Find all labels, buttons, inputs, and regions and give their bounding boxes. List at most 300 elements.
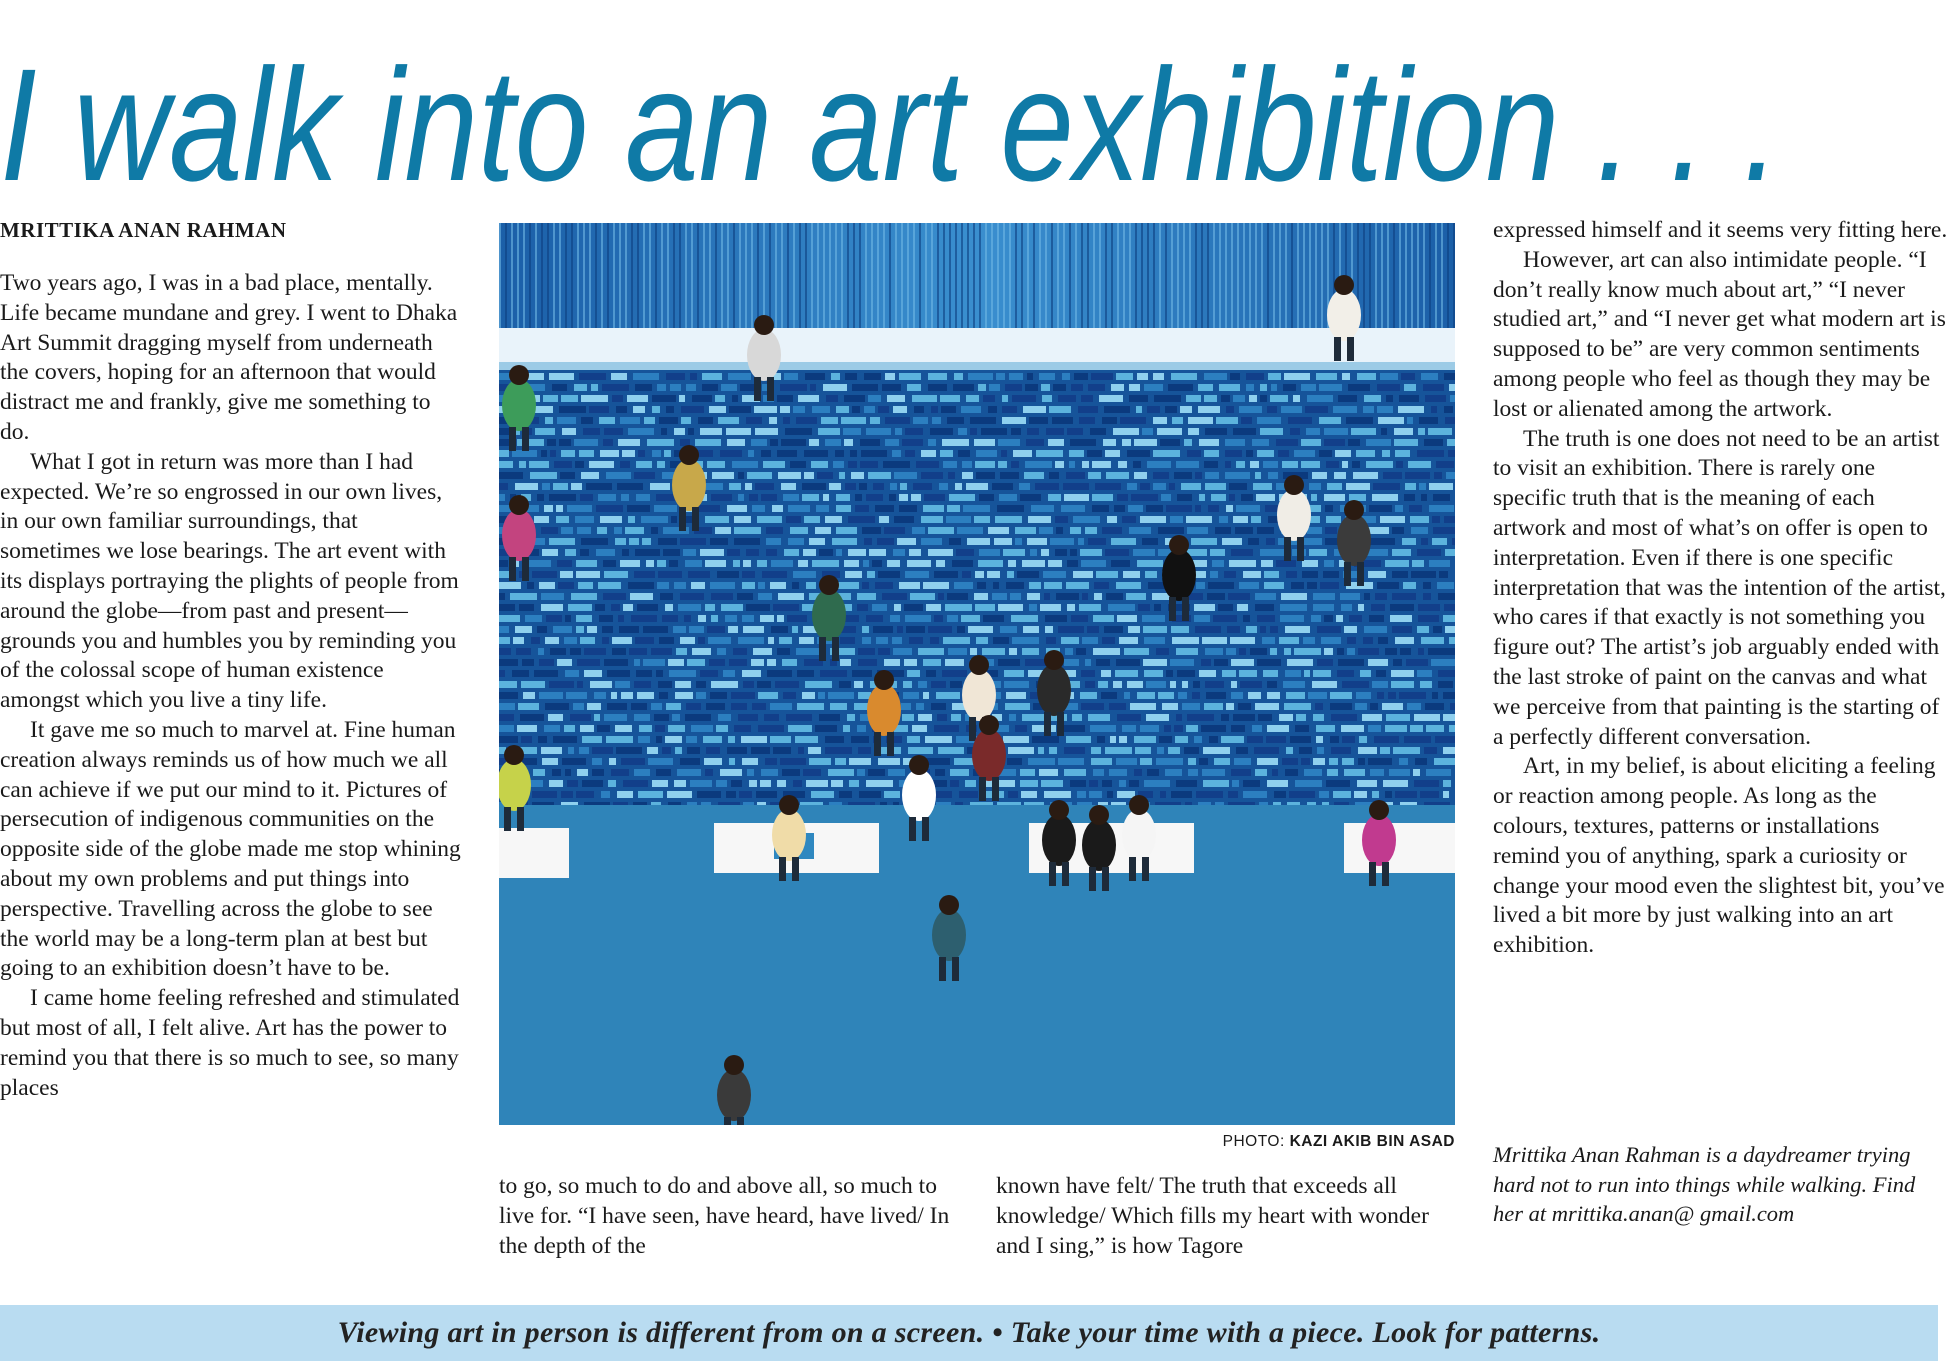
carpet-mark — [1035, 483, 1059, 490]
carpet-mark — [1231, 681, 1237, 688]
carpet-mark — [1087, 450, 1102, 457]
carpet-mark — [1070, 439, 1096, 446]
carpet-mark — [1184, 439, 1192, 446]
carpet-mark — [1257, 758, 1278, 765]
carpet-mark — [1215, 527, 1231, 534]
carpet-mark — [718, 417, 739, 424]
carpet-mark — [975, 461, 995, 468]
carpet-mark — [1255, 604, 1274, 611]
curtain-strand — [1237, 223, 1239, 328]
curtain-strand — [1195, 223, 1197, 328]
carpet-mark — [1271, 384, 1277, 391]
carpet-mark — [957, 626, 965, 633]
carpet-mark — [637, 604, 658, 611]
carpet-mark — [1019, 483, 1030, 490]
visitor-body — [1337, 514, 1371, 566]
carpet-mark — [661, 428, 667, 435]
carpet-mark — [887, 560, 900, 567]
carpet-mark — [741, 736, 767, 743]
carpet-mark — [1049, 747, 1057, 754]
carpet-mark — [930, 428, 953, 435]
carpet-mark — [1294, 450, 1315, 457]
carpet-mark — [1449, 384, 1455, 391]
carpet-mark — [1145, 571, 1157, 578]
carpet-mark — [1327, 769, 1338, 776]
carpet-mark — [720, 450, 742, 457]
curtain-strand — [523, 223, 525, 328]
carpet-mark — [788, 725, 812, 732]
carpet-mark — [1126, 593, 1146, 600]
carpet-mark — [843, 428, 861, 435]
paragraph: I came home feeling refreshed and stimulated but most of all, I felt alive. Art has the power to remind you that there is so much to see, so many places — [0, 985, 460, 1101]
carpet-mark — [1348, 439, 1360, 446]
carpet-mark — [688, 571, 710, 578]
carpet-mark — [607, 670, 630, 677]
carpet-mark — [1062, 373, 1070, 380]
carpet-mark — [726, 428, 751, 435]
carpet-mark — [1359, 736, 1367, 743]
carpet-mark — [1012, 637, 1039, 644]
carpet-mark — [564, 637, 577, 644]
carpet-mark — [840, 659, 851, 666]
curtain-strand — [811, 223, 813, 328]
carpet-mark — [928, 626, 952, 633]
carpet-mark — [1146, 505, 1163, 512]
curtain-strand — [1219, 223, 1221, 328]
carpet-mark — [833, 461, 844, 468]
carpet-mark — [603, 560, 616, 567]
carpet-mark — [1003, 549, 1025, 556]
curtain-strand — [1165, 223, 1167, 328]
carpet-mark — [600, 516, 622, 523]
curtain-strand — [643, 223, 645, 328]
carpet-mark — [1264, 582, 1284, 589]
carpet-mark — [1094, 582, 1109, 589]
visitor-leg — [819, 637, 826, 661]
carpet-mark — [575, 516, 594, 523]
carpet-mark — [921, 516, 943, 523]
carpet-mark — [778, 593, 804, 600]
carpet-mark — [767, 659, 776, 666]
carpet-mark — [580, 494, 593, 501]
carpet-mark — [1107, 791, 1113, 798]
carpet-mark — [1445, 626, 1455, 633]
visitor-body — [1362, 814, 1396, 866]
carpet-mark — [662, 615, 678, 622]
carpet-mark — [1390, 604, 1414, 611]
curtain-strand — [919, 223, 921, 328]
carpet-mark — [1025, 659, 1046, 666]
carpet-mark — [1243, 571, 1261, 578]
carpet-mark — [914, 406, 924, 413]
carpet-mark — [1180, 406, 1192, 413]
carpet-mark — [577, 527, 591, 534]
visitor-leg — [1129, 857, 1136, 881]
carpet-mark — [862, 527, 881, 534]
carpet-mark — [522, 659, 534, 666]
carpet-mark — [1087, 626, 1099, 633]
carpet-mark — [641, 516, 668, 523]
carpet-mark — [734, 538, 760, 545]
carpet-mark — [720, 769, 742, 776]
carpet-mark — [1196, 582, 1205, 589]
carpet-mark — [1031, 505, 1054, 512]
carpet-mark — [848, 549, 866, 556]
visitor-leg — [522, 427, 529, 451]
carpet-mark — [656, 769, 671, 776]
carpet-mark — [945, 659, 964, 666]
carpet-mark — [882, 384, 901, 391]
carpet-mark — [1380, 747, 1390, 754]
carpet-mark — [907, 560, 931, 567]
carpet-mark — [1199, 670, 1216, 677]
carpet-mark — [1154, 604, 1161, 611]
carpet-mark — [1257, 417, 1281, 424]
carpet-mark — [577, 769, 588, 776]
visitor-body — [972, 729, 1006, 781]
curtain-strand — [1117, 223, 1119, 328]
carpet-mark — [687, 747, 700, 754]
carpet-mark — [931, 703, 946, 710]
carpet-mark — [797, 670, 814, 677]
carpet-mark — [1428, 428, 1452, 435]
curtain-strand — [781, 223, 783, 328]
carpet-mark — [728, 373, 751, 380]
carpet-mark — [855, 505, 869, 512]
carpet-mark — [1048, 494, 1061, 501]
carpet-mark — [849, 758, 871, 765]
carpet-mark — [1429, 505, 1454, 512]
carpet-mark — [936, 791, 952, 798]
carpet-mark — [678, 604, 701, 611]
carpet-mark — [1363, 406, 1374, 413]
visitor-head — [1169, 535, 1189, 555]
carpet-mark — [1281, 406, 1302, 413]
carpet-mark — [580, 637, 595, 644]
carpet-mark — [1241, 494, 1253, 501]
carpet-mark — [1438, 670, 1455, 677]
curtain-strand — [787, 223, 789, 328]
carpet-mark — [754, 406, 777, 413]
carpet-mark — [686, 384, 696, 391]
visitor-leg — [1169, 597, 1176, 621]
carpet-mark — [1342, 736, 1355, 743]
carpet-mark — [1072, 714, 1082, 721]
carpet-mark — [734, 725, 751, 732]
carpet-mark — [561, 527, 573, 534]
carpet-mark — [1219, 384, 1240, 391]
carpet-mark — [1405, 472, 1430, 479]
carpet-mark — [550, 450, 556, 457]
carpet-mark — [1221, 395, 1230, 402]
carpet-mark — [1246, 626, 1257, 633]
visitor-body — [1042, 814, 1076, 866]
carpet-mark — [852, 670, 872, 677]
article-column-1 — [0, 269, 462, 1103]
carpet-mark — [1011, 615, 1038, 622]
carpet-mark — [942, 439, 969, 446]
carpet-mark — [959, 791, 978, 798]
curtain-strand — [685, 223, 687, 328]
curtain-strand — [1297, 223, 1299, 328]
carpet-mark — [1279, 637, 1299, 644]
carpet-mark — [607, 703, 627, 710]
carpet-mark — [1011, 428, 1021, 435]
curtain-strand — [889, 223, 891, 328]
carpet-mark — [1043, 571, 1066, 578]
carpet-mark — [1201, 659, 1211, 666]
carpet-mark — [788, 538, 804, 545]
carpet-mark — [558, 582, 574, 589]
carpet-mark — [1418, 648, 1424, 655]
carpet-mark — [840, 637, 855, 644]
carpet-mark — [577, 681, 583, 688]
carpet-mark — [883, 461, 910, 468]
carpet-mark — [669, 670, 696, 677]
carpet-mark — [1008, 560, 1016, 567]
carpet-mark — [499, 648, 511, 655]
carpet-mark — [903, 681, 912, 688]
carpet-mark — [1255, 593, 1276, 600]
carpet-mark — [1160, 791, 1166, 798]
carpet-mark — [1066, 736, 1091, 743]
carpet-mark — [1417, 670, 1432, 677]
carpet-mark — [655, 725, 665, 732]
carpet-mark — [1137, 560, 1163, 567]
carpet-mark — [499, 725, 514, 732]
carpet-mark — [1419, 417, 1438, 424]
carpet-mark — [1058, 626, 1084, 633]
paragraph: to go, so much to do and above all, so much to live for. “I have seen, have heard, have lived/ In the depth of the — [499, 1173, 950, 1259]
visitor-leg — [1044, 712, 1051, 736]
carpet-mark — [550, 648, 566, 655]
carpet-mark — [630, 593, 653, 600]
curtain-strand — [745, 223, 747, 328]
carpet-mark — [1234, 758, 1251, 765]
carpet-mark — [1196, 791, 1223, 798]
carpet-mark — [746, 417, 762, 424]
carpet-mark — [1123, 571, 1140, 578]
carpet-mark — [1305, 406, 1328, 413]
carpet-mark — [796, 648, 823, 655]
carpet-mark — [499, 461, 513, 468]
carpet-mark — [668, 659, 684, 666]
carpet-mark — [806, 780, 828, 787]
carpet-mark — [552, 769, 561, 776]
carpet-mark — [499, 494, 505, 501]
carpet-mark — [561, 450, 575, 457]
paragraph: Art, in my belief, is about eliciting a feeling or reaction among people. As long as the colours, textures, patterns or installations remind you of anything, spark a curiosity or change your mood even the slightest bit, you’ve lived a bit more by just walking into an art exhibition. — [1493, 753, 1945, 959]
carpet-mark — [1101, 692, 1117, 699]
curtain-strand — [547, 223, 549, 328]
carpet-mark — [902, 439, 923, 446]
carpet-mark — [1231, 549, 1253, 556]
carpet-mark — [1142, 428, 1153, 435]
carpet-mark — [670, 384, 681, 391]
carpet-mark — [666, 373, 685, 380]
carpet-mark — [1114, 505, 1125, 512]
carpet-mark — [1228, 791, 1238, 798]
carpet-mark — [612, 637, 632, 644]
carpet-mark — [532, 571, 557, 578]
carpet-mark — [958, 450, 970, 457]
carpet-mark — [1148, 582, 1165, 589]
curtain-strand — [607, 223, 609, 328]
visitor-head — [1344, 500, 1364, 520]
carpet-mark — [710, 582, 735, 589]
carpet-mark — [672, 714, 680, 721]
carpet-mark — [1358, 758, 1365, 765]
carpet-mark — [1349, 494, 1366, 501]
carpet-mark — [897, 538, 916, 545]
carpet-mark — [817, 472, 833, 479]
carpet-mark — [894, 604, 901, 611]
carpet-mark — [890, 615, 900, 622]
carpet-mark — [731, 692, 755, 699]
carpet-mark — [928, 439, 936, 446]
carpet-mark — [1429, 483, 1453, 490]
carpet-mark — [631, 615, 657, 622]
carpet-mark — [993, 637, 1009, 644]
carpet-mark — [622, 549, 629, 556]
curtain-strand — [1291, 223, 1293, 328]
carpet-mark — [1041, 384, 1050, 391]
carpet-mark — [742, 582, 755, 589]
carpet-mark — [1027, 373, 1033, 380]
carpet-mark — [1224, 571, 1236, 578]
carpet-mark — [1219, 516, 1228, 523]
carpet-mark — [599, 615, 613, 622]
carpet-mark — [547, 439, 556, 446]
carpet-mark — [675, 681, 691, 688]
carpet-mark — [1071, 615, 1088, 622]
carpet-mark — [578, 582, 593, 589]
visitor-leg — [1369, 862, 1376, 886]
carpet-mark — [1294, 648, 1321, 655]
carpet-mark — [1207, 593, 1225, 600]
carpet-mark — [1198, 406, 1220, 413]
visitor-body — [962, 669, 996, 721]
carpet-mark — [1210, 571, 1218, 578]
carpet-mark — [1291, 582, 1304, 589]
carpet-mark — [951, 714, 961, 721]
carpet-mark — [752, 505, 765, 512]
carpet-mark — [1404, 384, 1416, 391]
carpet-mark — [918, 714, 932, 721]
carpet-mark — [1108, 604, 1135, 611]
carpet-mark — [819, 714, 840, 721]
carpet-mark — [538, 736, 547, 743]
carpet-mark — [1006, 692, 1026, 699]
carpet-mark — [1085, 659, 1091, 666]
carpet-mark — [658, 681, 672, 688]
carpet-mark — [553, 626, 572, 633]
carpet-mark — [756, 791, 777, 798]
carpet-mark — [1395, 505, 1403, 512]
carpet-mark — [805, 681, 832, 688]
carpet-mark — [1165, 769, 1182, 776]
visitor-body — [502, 379, 536, 431]
carpet-mark — [1058, 758, 1084, 765]
curtain-strand — [1453, 223, 1455, 328]
carpet-mark — [947, 615, 958, 622]
carpet-mark — [1425, 703, 1444, 710]
visitor-head — [909, 755, 929, 775]
carpet-mark — [1176, 780, 1197, 787]
carpet-mark — [618, 439, 640, 446]
carpet-mark — [1366, 461, 1393, 468]
carpet-mark — [1390, 615, 1412, 622]
carpet-mark — [751, 747, 770, 754]
carpet-mark — [1255, 472, 1261, 479]
curtain-strand — [1315, 223, 1317, 328]
carpet-mark — [557, 560, 572, 567]
carpet-mark — [575, 461, 584, 468]
carpet-mark — [1255, 769, 1267, 776]
paragraph: Two years ago, I was in a bad place, mentally. Life became mundane and grey. I went to Dhaka Art Summit dragging myself from underneath the covers, hoping for an afternoon that would distract me and frankly, give me something to do. — [0, 270, 458, 445]
carpet-mark — [581, 538, 608, 545]
carpet-mark — [576, 560, 597, 567]
carpet-mark — [737, 593, 753, 600]
curtain-strand — [631, 223, 633, 328]
carpet-mark — [1188, 769, 1198, 776]
carpet-mark — [1279, 714, 1293, 721]
carpet-mark — [1221, 736, 1244, 743]
carpet-mark — [1330, 736, 1339, 743]
carpet-mark — [1230, 637, 1255, 644]
carpet-mark — [743, 626, 764, 633]
carpet-mark — [786, 714, 812, 721]
carpet-mark — [925, 736, 952, 743]
carpet-mark — [1146, 681, 1166, 688]
carpet-mark — [1102, 637, 1115, 644]
carpet-mark — [591, 384, 598, 391]
carpet-mark — [660, 593, 673, 600]
carpet-mark — [873, 626, 893, 633]
carpet-mark — [1158, 527, 1184, 534]
carpet-mark — [615, 681, 630, 688]
carpet-mark — [1323, 571, 1339, 578]
carpet-mark — [562, 428, 576, 435]
carpet-mark — [663, 549, 680, 556]
curtain-strand — [1051, 223, 1053, 328]
carpet-mark — [734, 516, 751, 523]
carpet-mark — [799, 637, 814, 644]
carpet-mark — [1120, 417, 1146, 424]
carpet-mark — [542, 758, 558, 765]
carpet-mark — [1268, 373, 1281, 380]
carpet-mark — [1309, 483, 1321, 490]
carpet-mark — [1024, 472, 1044, 479]
carpet-mark — [1134, 769, 1142, 776]
carpet-mark — [698, 637, 705, 644]
carpet-mark — [651, 527, 658, 534]
carpet-mark — [931, 406, 938, 413]
carpet-mark — [611, 692, 617, 699]
carpet-mark — [638, 791, 663, 798]
carpet-mark — [1064, 494, 1089, 501]
carpet-mark — [1401, 373, 1415, 380]
carpet-mark — [513, 637, 524, 644]
carpet-mark — [1205, 428, 1227, 435]
carpet-mark — [970, 417, 996, 424]
carpet-mark — [1194, 615, 1210, 622]
carpet-mark — [1066, 582, 1089, 589]
carpet-mark — [1443, 747, 1455, 754]
carpet-mark — [1290, 428, 1300, 435]
curtain-strand — [967, 223, 969, 328]
carpet-mark — [1073, 571, 1093, 578]
